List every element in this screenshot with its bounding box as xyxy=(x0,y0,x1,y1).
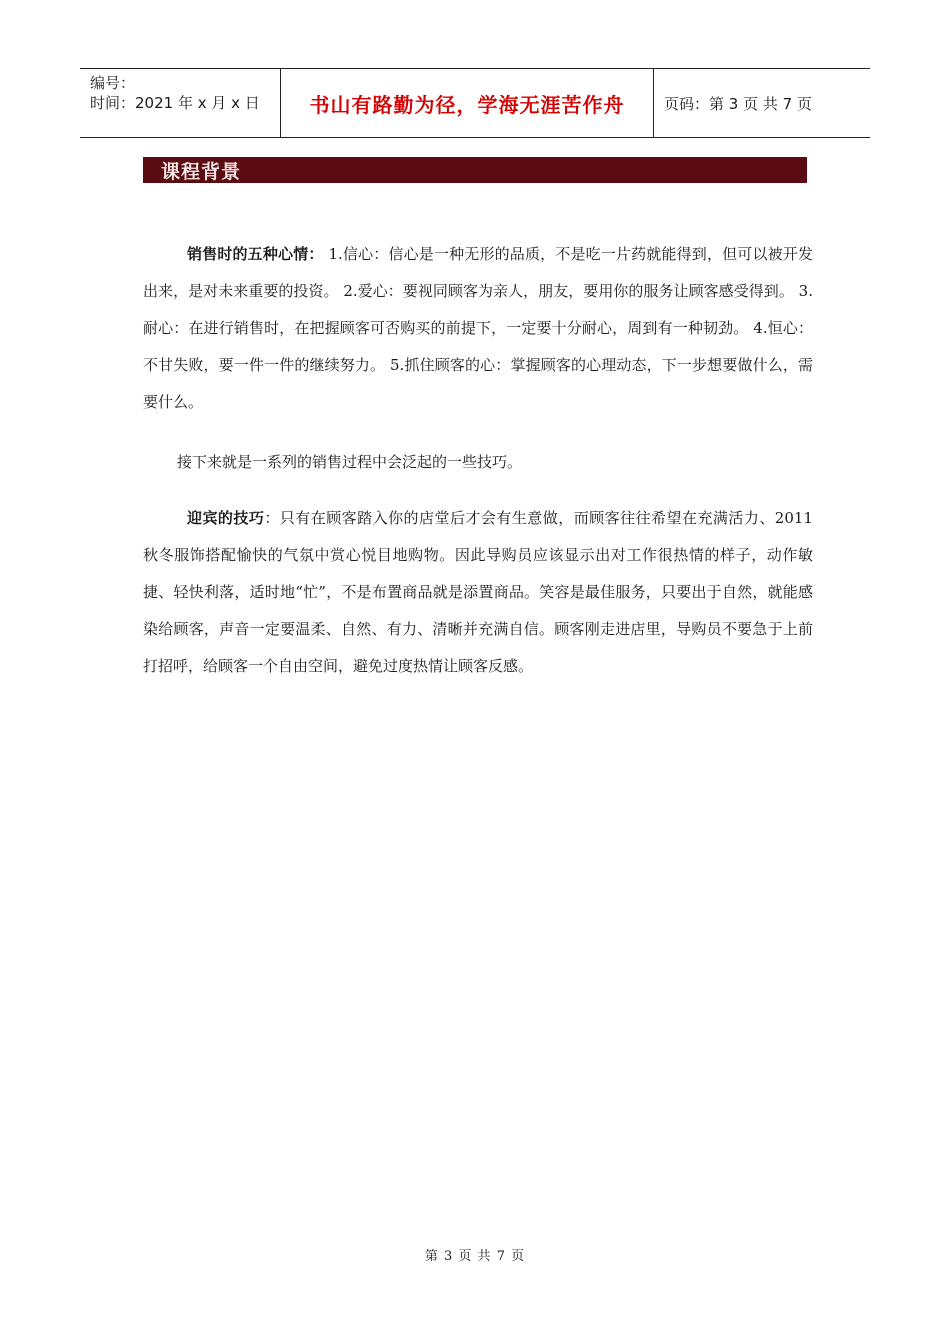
paragraph-five-moods xyxy=(143,236,813,421)
section-title: 课程背景 xyxy=(161,160,242,183)
paragraph-body: ：只有在顾客踏入你的店堂后才会有生意做，而顾客往往希望在充满活力、2011 秋冬服饰搭配愉快的气氛中赏心悦目地购物。因此导购员应该显示出对工作很热情的样子，动作敏捷、轻快利落，适时地“忙”，不是布置商品就是添置商品。笑容是最佳服务，只要出于自然，就能感染给顾客，声音一定要温柔、自然、有力、清晰并充满自信。顾客刚走进店里，导购员不要急于上前打招呼，给顾客一个自由空间，避免过度热情让顾客反感。 xyxy=(143,509,813,675)
paragraph-transition: 接下来就是一系列的销售过程中会泛起的一些技巧。 xyxy=(177,453,523,471)
motto: 书山有路勤为径，学海无涯苦作舟 xyxy=(309,92,625,117)
paragraph-body: 1.信心：信心是一种无形的品质，不是吃一片药就能得到，但可以被开发出来，是对未来重要的投资。 2.爱心：要视同顾客为亲人，朋友，要用你的服务让顾客感受得到。 3.耐心：在进行销售时，在把握顾客可否购买的前提下，一定要十分耐心，周到有一种韧劲。 4.恒心：不甘失败，要一件一件的继续努力。 5.抓住顾客的心：掌握顾客的心理动态，下一步想要做什么，需要什么。 xyxy=(143,245,813,411)
document-header xyxy=(80,68,870,138)
section-banner xyxy=(143,157,807,183)
header-motto-cell xyxy=(281,69,654,137)
paragraph-lead: 迎宾的技巧 xyxy=(187,509,265,527)
page-footer: 第 3 页 共 7 页 xyxy=(424,1249,526,1264)
page-label: 页码：第 3 页 共 7 页 xyxy=(664,94,812,113)
header-page-cell xyxy=(654,69,870,137)
paragraph-lead: 销售时的五种心情： xyxy=(187,245,324,263)
paragraph-greeting-skills xyxy=(143,500,813,685)
number-label: 编号： xyxy=(90,74,136,92)
header-meta xyxy=(80,69,281,137)
date-label: 时间：2021 年 x 月 x 日 xyxy=(90,94,260,112)
